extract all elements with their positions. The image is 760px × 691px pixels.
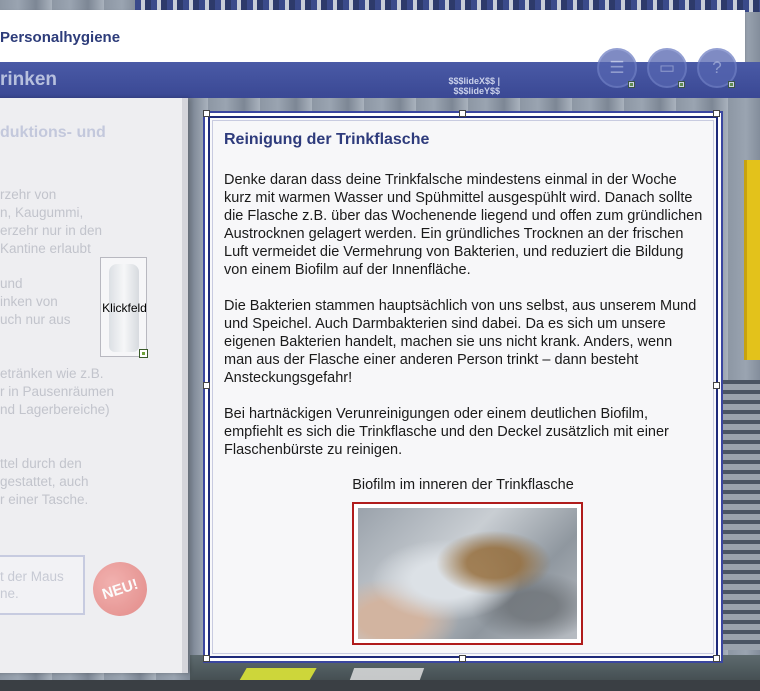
- resize-handle[interactable]: [713, 382, 720, 389]
- resize-handle[interactable]: [713, 110, 720, 117]
- menu-button[interactable]: [597, 48, 637, 88]
- help-button[interactable]: [697, 48, 737, 88]
- course-title: Personalhygiene: [0, 29, 121, 46]
- new-badge: NEU!: [86, 555, 154, 623]
- hint-text: t der Maus ne.: [0, 569, 64, 601]
- background-yellow-machine: [744, 160, 760, 360]
- resize-handle-icon: [139, 349, 148, 358]
- resize-handle-icon: [728, 81, 735, 88]
- list-icon: ☰: [609, 58, 625, 77]
- resize-handle[interactable]: [203, 655, 210, 662]
- resize-handle[interactable]: [203, 110, 210, 117]
- panel-paragraph: und inken von uch nur aus: [0, 276, 71, 327]
- resize-handle[interactable]: [459, 655, 466, 662]
- biofilm-photo: [358, 508, 577, 639]
- panel-paragraph: ttel durch den gestattet, auch r einer Tasche.: [0, 456, 89, 507]
- image-caption: Biofilm im inneren der Trinkflasche: [352, 477, 574, 493]
- section-bar: [0, 62, 760, 98]
- resize-handle[interactable]: [713, 655, 720, 662]
- popup-title: Reinigung der Trinkflasche: [224, 131, 430, 148]
- resize-handle[interactable]: [459, 110, 466, 117]
- background-rack: [720, 380, 760, 650]
- book-icon: ▭: [658, 58, 676, 77]
- popup-paragraph: Denke daran dass deine Trinkfalsche mindestens einmal in der Woche kurz mit warmen Wasser und Spühmittel ausgespühlt wird. Danach sollte die Flasche z.B. über das Wochenende liegend und offen zum gründlichen Austrocknen gelagert werden. Ein gründliches Trocknen an der frischen Luft vermeidet die Vermehrung von Bakterien, und reduziert die Bildung von einem Biofilm auf der Innenfläche.: [224, 172, 703, 278]
- glossary-button[interactable]: [647, 48, 687, 88]
- bottom-bar: [0, 680, 760, 691]
- biofilm-photo-frame: [352, 502, 583, 645]
- popup-paragraph: Die Bakterien stammen hauptsächlich von uns selbst, aus unserem Mund und Speichel. Auch Darmbakterien sind dabei. Da es sich um unsere eigenen Bakterien handelt, machen sie uns nicht krank. Anders, wenn man aus der Flasche einer anderen Person trinkt – dann besteht Ansteckungsgefahr!: [224, 298, 697, 386]
- panel-paragraph: etränken wie z.B. r in Pausenräumen nd Lagerbereiche): [0, 366, 115, 417]
- slide-counter: $$$lideX$$ | $$$lideY$$: [448, 76, 500, 96]
- click-field-label: Klickfeld: [102, 301, 147, 315]
- popup-paragraph: Bei hartnäckigen Verunreinigungen oder einem deutlichen Biofilm, empfiehlt es sich die Trinkflasche und den Deckel zusätzlich mit einer Flaschenbürste zu reinigen.: [224, 406, 669, 458]
- resize-handle-icon: [678, 81, 685, 88]
- resize-handle-icon: [628, 81, 635, 88]
- bottle-click-field[interactable]: [100, 257, 147, 357]
- section-title: rinken: [0, 69, 58, 90]
- panel-paragraph: rzehr von n, Kaugummi, erzehr nur in den Kantine erlaubt: [0, 187, 103, 256]
- resize-handle[interactable]: [203, 382, 210, 389]
- help-icon: ?: [712, 58, 722, 77]
- panel-subtitle: duktions- und: [0, 124, 106, 141]
- header-bar: [0, 10, 745, 62]
